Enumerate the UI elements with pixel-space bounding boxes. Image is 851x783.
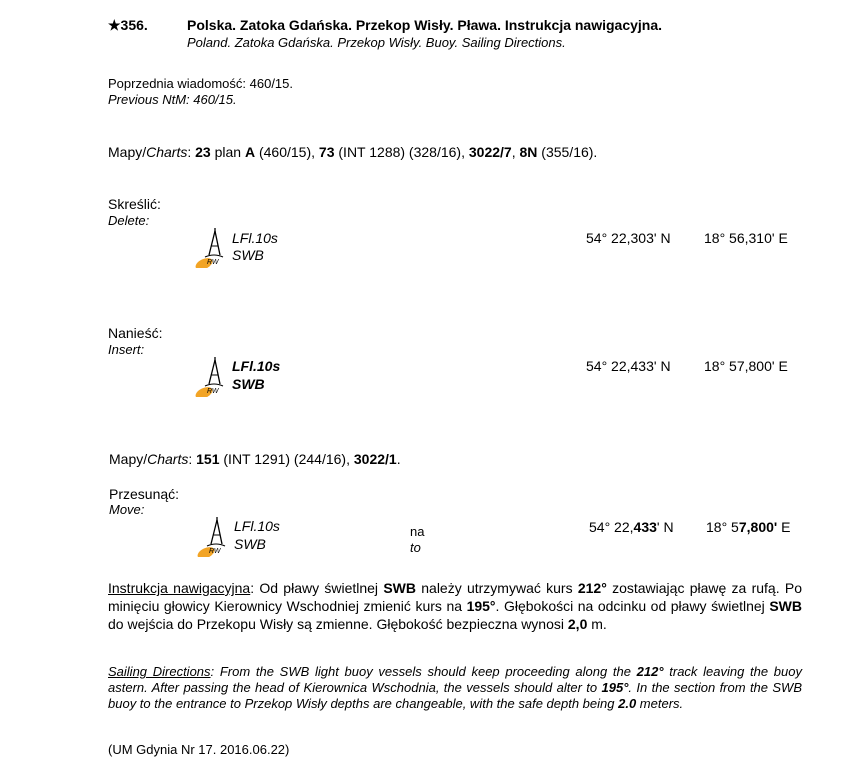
charts-label-pl: Mapy/ (109, 451, 148, 467)
buoy-symbol-icon (192, 357, 226, 397)
longitude-part: E (777, 519, 791, 535)
charts-label-pl: Mapy/ (108, 144, 147, 160)
latitude-changed: 433 (633, 519, 657, 535)
chart-text: (INT 1291) (244/16), (219, 451, 354, 467)
charts-sep: : (187, 144, 196, 160)
directions-text: . Głębokości na odcinku od pławy świetlnej (495, 598, 770, 614)
previous-notice-en: Previous NtM: 460/15. (108, 92, 237, 107)
directions-emphasis: 2.0 (618, 696, 637, 711)
chart-number: 3022/1 (353, 451, 397, 467)
longitude-changed: 7,800' (738, 519, 778, 535)
buoy-rw-label: RW (209, 548, 221, 555)
charts-label-en: Charts (147, 451, 189, 467)
buoy-symbol-icon (192, 228, 226, 268)
insert-label-pl: Nanieść: (108, 325, 163, 341)
insert-label-en: Insert: (108, 342, 145, 357)
move-color: SWB (234, 536, 266, 552)
directions-emphasis: 212° (636, 664, 664, 679)
directions-emphasis: SWB (383, 580, 416, 596)
directions-emphasis: 2,0 (567, 616, 588, 632)
chart-text: , (511, 144, 520, 160)
move-longitude (706, 519, 790, 535)
chart-number: 73 (318, 144, 335, 160)
longitude-part: 18° 5 (706, 519, 739, 535)
chart-number: 151 (196, 451, 220, 467)
directions-text: m. (587, 616, 607, 632)
directions-emphasis: 212° (577, 580, 607, 596)
chart-text: . (396, 451, 401, 467)
directions-text: zostawiając pławę za rufą. Po minięciu głowicy Kierownicy Wschodniej zmienić kurs na (108, 580, 802, 614)
charts-line-1 (108, 144, 597, 160)
charts-line-2 (109, 451, 401, 467)
buoy-rw-label: RW (207, 388, 219, 395)
move-na: na (410, 524, 425, 539)
insert-color: SWB (232, 376, 265, 392)
directions-label-pl: Instrukcja nawigacyjna (108, 580, 251, 596)
delete-label-pl: Skreślić: (108, 196, 161, 212)
notice-subtitle: Poland. Zatoka Gdańska. Przekop Wisły. Buoy. Sailing Directions. (187, 35, 566, 50)
directions-text: do wejścia do Przekopu Wisły są zmienne. Głębokość bezpieczna wynosi (108, 616, 568, 632)
directions-text: track leaving the buoy astern. After passing the head of Kierownica Wschodnia, the vessels should alter to (108, 664, 802, 695)
chart-plan: A (244, 144, 256, 160)
latitude-part: ' N (656, 519, 674, 535)
delete-longitude: 18° 56,310' E (704, 230, 788, 246)
chart-text: (460/15), (255, 144, 319, 160)
directions-text: . In the section from the SWB buoy to the entrance to Przekop Wisły depths are changeable, with the safe depth being (108, 680, 802, 711)
notice-title: Polska. Zatoka Gdańska. Przekop Wisły. Pława. Instrukcja nawigacyjna. (187, 17, 663, 33)
directions-emphasis: 195° (601, 680, 629, 695)
buoy-rw-label: RW (207, 259, 219, 266)
insert-longitude: 18° 57,800' E (704, 358, 788, 374)
buoy-symbol-icon (194, 517, 228, 557)
directions-emphasis: SWB (769, 598, 802, 614)
notice-number: ★356. (108, 17, 148, 33)
directions-text: meters. (636, 696, 684, 711)
chart-text: plan (210, 144, 245, 160)
directions-text: : Od pławy świetlnej (250, 580, 384, 596)
chart-text: (355/16). (537, 144, 598, 160)
sailing-directions-pl (108, 579, 802, 633)
move-latitude (589, 519, 674, 535)
delete-color: SWB (232, 247, 264, 263)
move-light: LFl.10s (234, 518, 280, 534)
source-reference: (UM Gdynia Nr 17. 2016.06.22) (108, 742, 290, 757)
move-label-en: Move: (109, 502, 145, 517)
previous-notice-pl: Poprzednia wiadomość: 460/15. (108, 76, 294, 91)
insert-latitude: 54° 22,433' N (586, 358, 671, 374)
move-label-pl: Przesunąć: (109, 486, 180, 502)
latitude-part: 54° 22, (589, 519, 634, 535)
chart-number: 8N (519, 144, 538, 160)
directions-label-en: Sailing Directions (108, 664, 211, 679)
directions-text: : From the SWB light buoy vessels should keep proceeding along the (210, 664, 637, 679)
chart-text: (INT 1288) (328/16), (334, 144, 469, 160)
delete-light: LFl.10s (232, 230, 278, 246)
delete-latitude: 54° 22,303' N (586, 230, 671, 246)
chart-number: 23 (195, 144, 211, 160)
delete-label-en: Delete: (108, 213, 150, 228)
move-to: to (410, 540, 421, 555)
charts-label-en: Charts (146, 144, 188, 160)
directions-text: należy utrzymywać kurs (415, 580, 578, 596)
directions-emphasis: 195° (466, 598, 496, 614)
insert-light: LFl.10s (232, 358, 281, 374)
sailing-directions-en (108, 664, 802, 712)
charts-sep: : (188, 451, 197, 467)
chart-number: 3022/7 (468, 144, 512, 160)
